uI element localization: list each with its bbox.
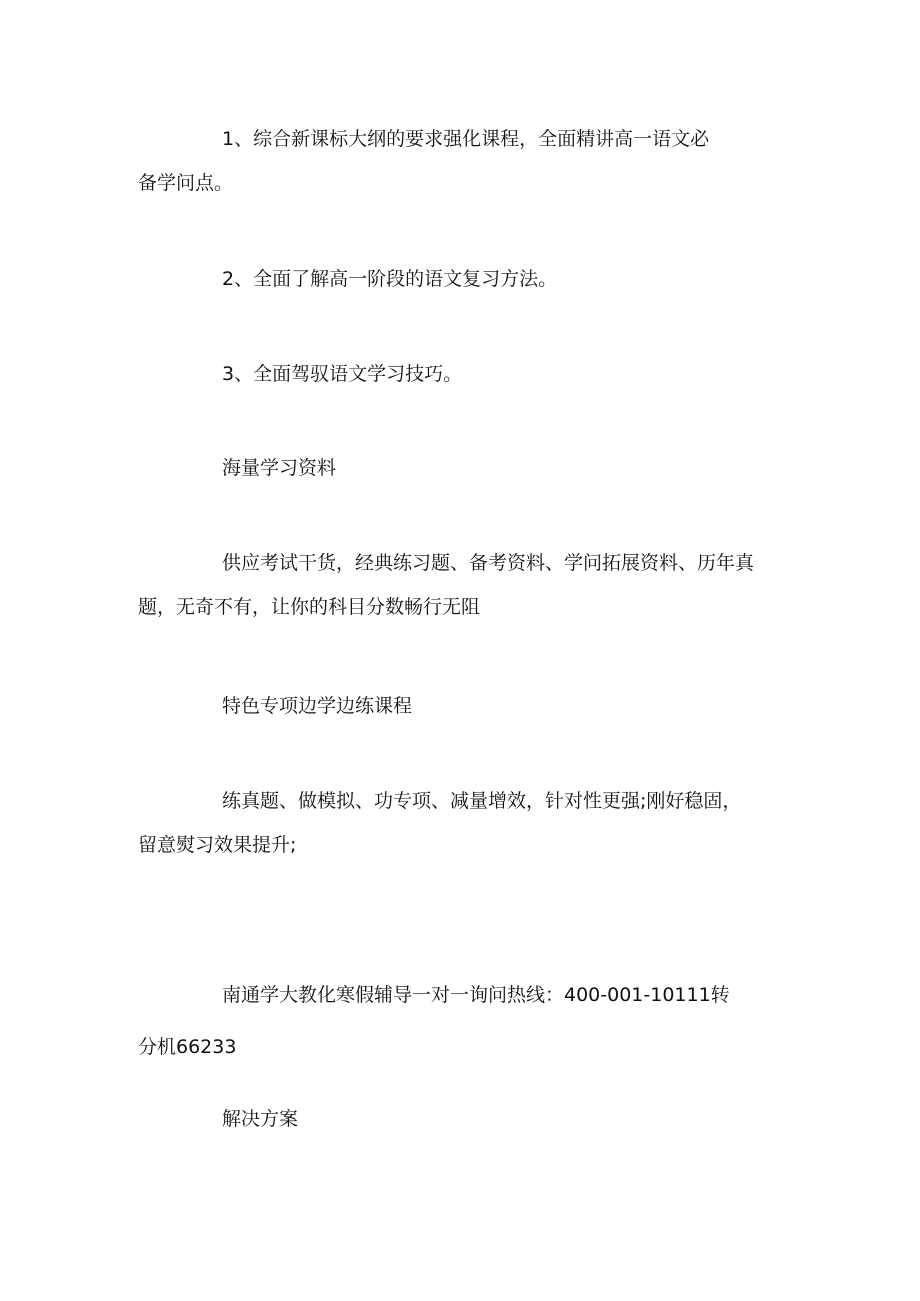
paragraph-line: 分机66233 [138, 1036, 237, 1058]
paragraph-line: 2、全面了解高一阶段的语文复习方法。 [222, 268, 558, 290]
paragraph-line: 题，无奇不有，让你的科目分数畅行无阻 [138, 596, 481, 618]
heading-line: 特色专项边学边练课程 [222, 695, 413, 717]
paragraph-line: 备学问点。 [138, 172, 234, 194]
paragraph-item-2 [138, 257, 798, 301]
paragraph-line: 1、综合新课标大纲的要求强化课程，全面精讲高一语文必 [222, 128, 710, 150]
section-heading-materials [138, 446, 798, 490]
paragraph-item-3 [138, 352, 798, 396]
paragraph-line: 南通学大教化寒假辅导一对一询问热线：400-001-10111转 [222, 984, 730, 1006]
paragraph-line: 留意熨习效果提升; [138, 834, 297, 856]
paragraph-materials-desc [138, 541, 798, 629]
paragraph-courses-desc [138, 779, 798, 867]
section-heading-solution [138, 1097, 798, 1141]
paragraph-item-1 [138, 117, 798, 205]
heading-line: 解决方案 [222, 1108, 299, 1130]
paragraph-line: 3、全面驾驭语文学习技巧。 [222, 363, 463, 385]
paragraph-line: 供应考试干货，经典练习题、备考资料、学问拓展资料、历年真 [222, 552, 755, 574]
section-heading-courses [138, 684, 798, 728]
heading-line: 海量学习资料 [222, 457, 337, 479]
paragraph-hotline [138, 973, 798, 1069]
paragraph-line: 练真题、做模拟、功专项、减量增效，针对性更强;刚好稳固， [222, 790, 742, 812]
